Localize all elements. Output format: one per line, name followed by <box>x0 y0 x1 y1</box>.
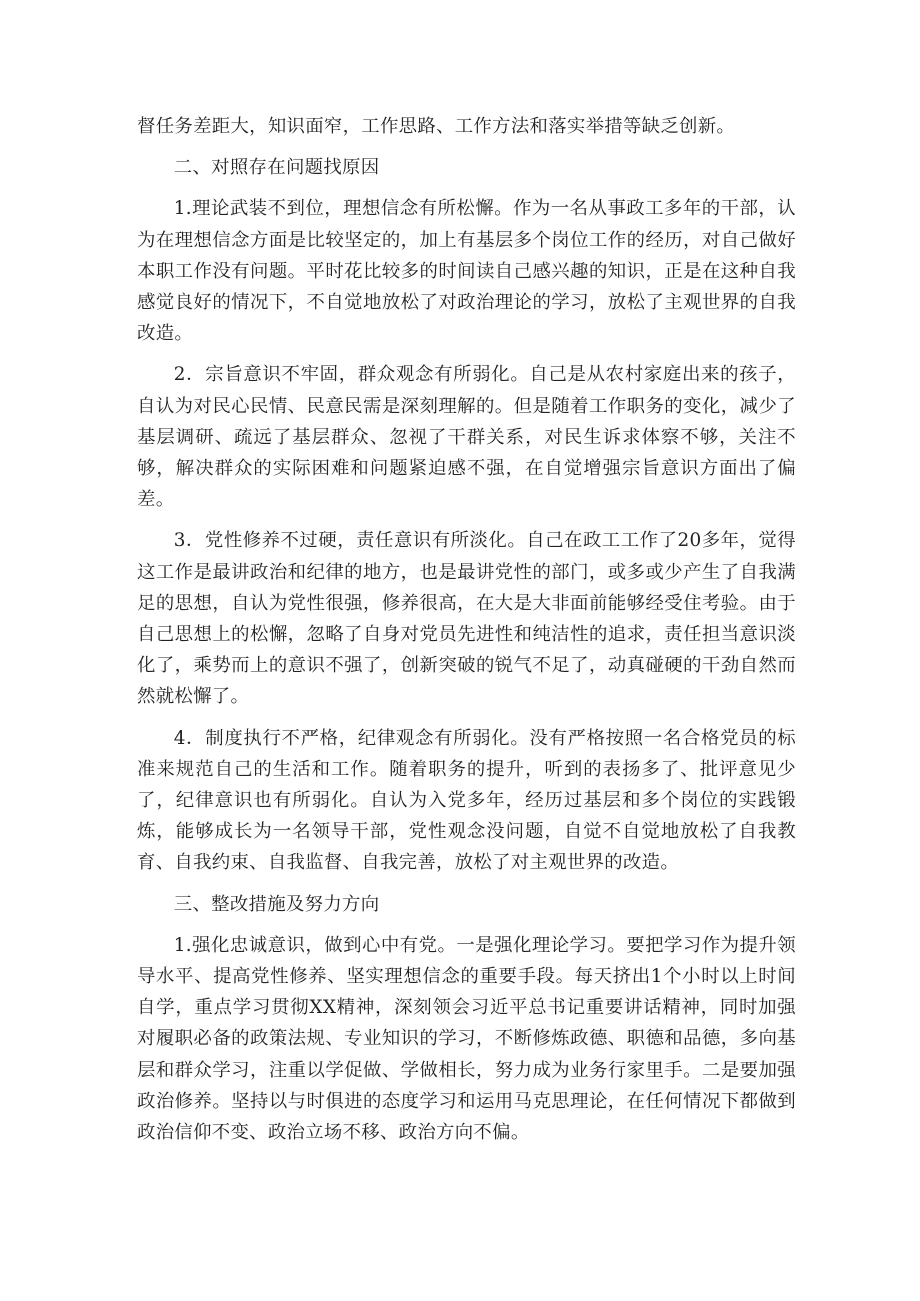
section-heading-causes: 二、对照存在问题找原因 <box>173 157 380 179</box>
document-body <box>137 111 796 1158</box>
paragraph-cause-2: 2．宗旨意识不牢固，群众观念有所弱化。自己是从农村家庭出来的孩子，自认为对民心民情、民意民需是深刻理解的。但是随着工作职务的变化，减少了基层调研、疏远了基层群众、忽视了干群关系，对民生诉求体察不够，关注不够，解决群众的实际困难和问题紧迫感不强，在自觉增强宗旨意识方面出了偏差。 <box>137 364 796 511</box>
paragraph-cause-1: 1.理论武装不到位，理想信念有所松懈。作为一名从事政工多年的干部，认为在理想信念方面是比较坚定的，加上有基层多个岗位工作的经历，对自己做好本职工作没有问题。平时花比较多的时间读自己感兴趣的知识，正是在这种自我感觉良好的情况下，不自觉地放松了对政治理论的学习，放松了主观世界的自我改造。 <box>137 198 796 345</box>
section-heading-measures: 三、整改措施及努力方向 <box>173 893 380 915</box>
paragraph-measure-1: 1.强化忠诚意识，做到心中有党。一是强化理论学习。要把学习作为提升领导水平、提高党性修养、坚实理想信念的重要手段。每天挤出1个小时以上时间自学，重点学习贯彻XX精神，深刻领会习近平总书记重要讲话精神，同时加强对履职必备的政策法规、专业知识的学习，不断修炼政德、职德和品德，多向基层和群众学习，注重以学促做、学做相长，努力成为业务行家里手。二是要加强政治修养。坚持以与时俱进的态度学习和运用马克思理论，在任何情况下都做到政治信仰不变、政治立场不移、政治方向不偏。 <box>137 934 796 1144</box>
paragraph-cause-3: 3．党性修养不过硬，责任意识有所淡化。自己在政工工作了20多年，觉得这工作是最讲政治和纪律的地方，也是最讲党性的部门，或多或少产生了自我满足的思想，自认为党性很强，修养很高，在大是大非面前能够经受住考验。由于自己思想上的松懈，忽略了自身对党员先进性和纯洁性的追求，责任担当意识淡化了，乘势而上的意识不强了，创新突破的锐气不足了，动真碰硬的干劲自然而然就松懈了。 <box>137 530 796 708</box>
paragraph-continuation: 督任务差距大，知识面窄，工作思路、工作方法和落实举措等缺乏创新。 <box>137 116 736 137</box>
paragraph-cause-4: 4．制度执行不严格，纪律观念有所弱化。没有严格按照一名合格党员的标准来规范自己的生活和工作。随着职务的提升，听到的表扬多了、批评意见少了，纪律意识也有所弱化。自认为入党多年，经历过基层和多个岗位的实践锻炼，能够成长为一名领导干部，党性观念没问题，自觉不自觉地放松了自我教育、自我约束、自我监督、自我完善，放松了对主观世界的改造。 <box>137 727 796 874</box>
